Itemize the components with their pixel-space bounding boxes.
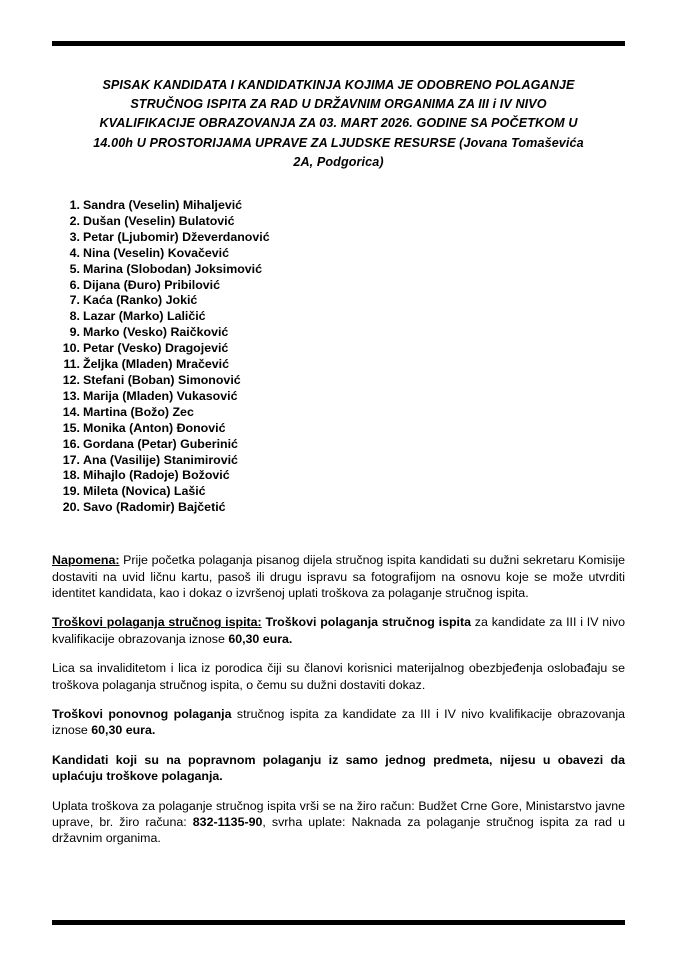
header-divider-rule	[52, 41, 625, 46]
list-item-number: 9.	[69, 325, 80, 340]
footer-divider-rule	[52, 920, 625, 925]
candidate-list	[52, 198, 625, 516]
list-item-name: Dijana (Đuro) Pribilović	[83, 277, 221, 292]
list-item-number: 20.	[62, 500, 80, 515]
list-item-name: Lazar (Marko) Laličić	[83, 309, 206, 324]
napomena-text: Prije početka polaganja pisanog dijela stručnog ispita kandidati su dužni sekretaru Komisije dostaviti na uvid ličnu kartu, pasoš ili drugu ispravu sa fotografijom na osnovu koje se može utvrditi identitet kandidata, kao i dokaz o izvršenoj uplati troškova za polaganje stručnog ispita.	[52, 553, 625, 600]
list-item-name: Kaća (Ranko) Jokić	[83, 293, 198, 308]
title-line-5: 2A, Podgorica)	[293, 154, 384, 169]
list-item	[52, 278, 625, 294]
troskovi-heading: Troškovi polaganja stručnog ispita:	[52, 615, 262, 630]
list-item	[52, 357, 625, 373]
paragraph-popravni	[52, 752, 625, 785]
list-item-number: 16.	[62, 436, 80, 451]
title-line-3: KVALIFIKACIJE OBRAZOVANJA ZA 03. MART 2026. GODINE SA POČETKOM U	[99, 116, 578, 131]
list-item	[52, 309, 625, 325]
list-item-number: 6.	[69, 277, 80, 292]
list-item-number: 18.	[62, 468, 80, 483]
list-item-number: 10.	[62, 341, 80, 356]
list-item	[52, 405, 625, 421]
list-item	[52, 453, 625, 469]
list-item	[52, 293, 625, 309]
list-item	[52, 437, 625, 453]
ponovno-text: stručnog ispita za kandidate za III i IV nivo kvalifikacije obrazovanja iznose	[52, 706, 625, 738]
uplata-text-after: , svrha uplate: Naknada za polaganje stručnog ispita za rad u državnim organima.	[52, 815, 626, 846]
list-item-name: Mileta (Novica) Lašić	[83, 484, 206, 499]
list-item-name: Mihajlo (Radoje) Božović	[83, 468, 230, 483]
troskovi-amount: 60,30 eura.	[228, 631, 293, 646]
ponovno-bold-lead: Troškovi ponovnog polaganja	[52, 706, 232, 721]
list-item	[52, 341, 625, 357]
list-item	[52, 389, 625, 405]
title-line-4: 14.00h U PROSTORIJAMA UPRAVE ZA LJUDSKE RESURSE (Jovana Tomaševića	[93, 135, 584, 150]
list-item-number: 13.	[62, 388, 80, 403]
list-item-number: 5.	[69, 261, 80, 276]
list-item-name: Marina (Slobodan) Joksimović	[83, 261, 263, 276]
title-line-1: SPISAK KANDIDATA I KANDIDATKINJA KOJIMA JE ODOBRENO POLAGANJE	[102, 78, 575, 92]
list-item	[52, 373, 625, 389]
list-item-name: Savo (Radomir) Bajčetić	[83, 500, 226, 515]
list-item	[52, 214, 625, 230]
list-item-name: Željka (Mladen) Mračević	[83, 357, 229, 372]
list-item-number: 17.	[62, 452, 80, 467]
list-item	[52, 262, 625, 278]
page-title	[52, 76, 625, 172]
list-item-name: Dušan (Veselin) Bulatović	[83, 213, 235, 228]
list-item-number: 12.	[62, 372, 80, 387]
list-item	[52, 230, 625, 246]
list-item-number: 14.	[62, 404, 80, 419]
paragraph-napomena	[52, 552, 625, 601]
list-item-number: 2.	[69, 213, 80, 228]
list-item	[52, 484, 625, 500]
list-item-number: 15.	[62, 420, 80, 435]
paragraph-uplata	[52, 798, 625, 847]
list-item-name: Petar (Vesko) Dragojević	[83, 341, 229, 356]
list-item-name: Marija (Mladen) Vukasović	[83, 388, 238, 403]
list-item	[52, 198, 625, 214]
list-item-number: 7.	[69, 293, 80, 308]
list-item-number: 19.	[62, 484, 80, 499]
list-item-number: 11.	[63, 357, 80, 372]
list-item-number: 3.	[69, 229, 80, 244]
list-item	[52, 325, 625, 341]
list-item-name: Petar (Ljubomir) Dževerdanović	[83, 229, 270, 244]
document-content	[52, 76, 625, 847]
body-text-block	[52, 552, 625, 847]
troskovi-bold-lead: Troškovi polaganja stručnog ispita	[261, 615, 472, 630]
list-item-number: 1.	[69, 198, 80, 213]
list-item	[52, 468, 625, 484]
list-item	[52, 421, 625, 437]
troskovi-text: za kandidate za III i IV nivo kvalifikacije obrazovanja iznose	[52, 615, 625, 646]
list-item-name: Martina (Božo) Zec	[83, 404, 194, 419]
title-line-2: STRUČNOG ISPITA ZA RAD U DRŽAVNIM ORGANIMA ZA III i IV NIVO	[130, 97, 547, 112]
paragraph-ponovno-polaganje	[52, 706, 625, 739]
napomena-heading: Napomena:	[52, 553, 120, 568]
list-item-name: Ana (Vasilije) Stanimirović	[83, 452, 238, 467]
ponovno-amount: 60,30 eura.	[91, 723, 156, 738]
list-item	[52, 246, 625, 262]
list-item-name: Nina (Veselin) Kovačević	[83, 245, 230, 260]
invaliditet-text: Lica sa invaliditetom i lica iz porodica čiji su članovi korisnici materijalnog obezbjeđenja oslobađaju se troškova polaganja stručnog ispita, o čemu su dužni dostaviti dokaz.	[52, 661, 625, 692]
paragraph-invaliditet	[52, 660, 625, 693]
list-item-name: Gordana (Petar) Guberinić	[83, 436, 238, 451]
uplata-account-number: 832-1135-90	[192, 815, 263, 830]
popravni-text: Kandidati koji su na popravnom polaganju iz samo jednog predmeta, nijesu u obavezi da uplaćuju troškove polaganja.	[52, 752, 625, 784]
list-item-name: Marko (Vesko) Raičković	[83, 325, 229, 340]
list-item-number: 8.	[69, 309, 80, 324]
list-item-name: Stefani (Boban) Simonović	[83, 372, 241, 387]
uplata-text-before: Uplata troškova za polaganje stručnog ispita vrši se na žiro račun: Budžet Crne Gore, Ministarstvo javne uprave, br. žiro računa:	[52, 798, 625, 830]
list-item-number: 4.	[69, 245, 80, 260]
list-item-name: Monika (Anton) Đonović	[83, 420, 226, 435]
paragraph-troskovi-polaganja	[52, 614, 625, 647]
list-item-name: Sandra (Veselin) Mihaljević	[83, 198, 243, 213]
list-item	[52, 500, 625, 516]
